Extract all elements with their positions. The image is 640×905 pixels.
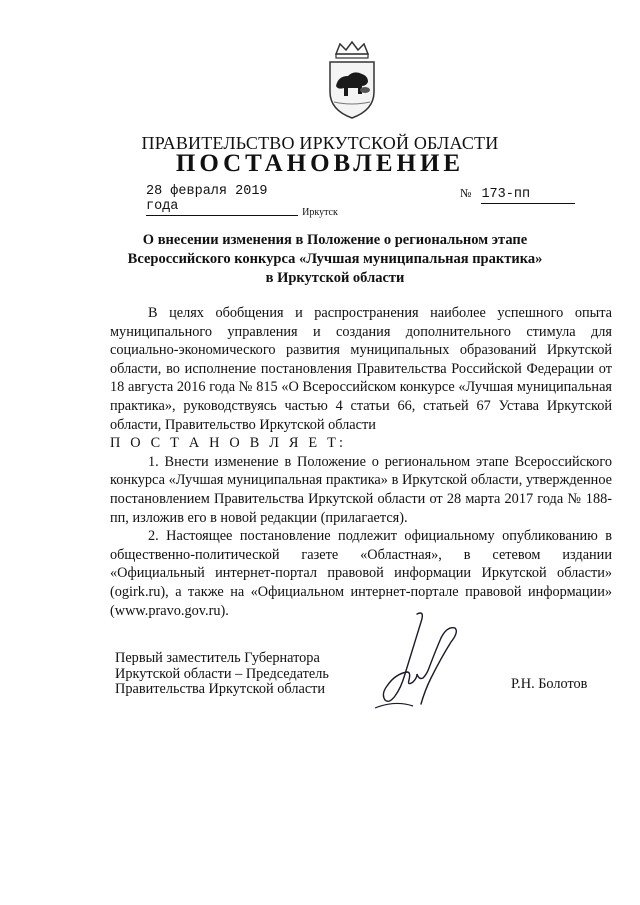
document-number [460, 186, 575, 204]
signee-name: Р.Н. Болотов [511, 676, 588, 692]
document-date: 28 февраля 2019 года [146, 184, 298, 216]
coat-of-arms-icon [322, 40, 382, 120]
heading-line: Всероссийского конкурса «Лучшая муниципальная практика» [127, 251, 543, 267]
heading-line: в Иркутской области [265, 270, 405, 286]
signer-position [115, 651, 375, 698]
decree-word: П О С Т А Н О В Л Я Е Т: [110, 435, 347, 452]
item-paragraph-2: 2. Настоящее постановление подлежит официальному опубликованию в общественно-политической газете «Областная», в сетевом издании «Официальный интернет-портал правовой информации Иркутской области» (ogirk.ru), а также на «Официальном интернет-портале правовой информации» (www.pravo.gov.ru). [110, 528, 612, 619]
handwritten-signature [355, 608, 465, 718]
document-heading [120, 231, 550, 288]
position-line: Правительства Иркутской области [115, 681, 326, 697]
number-sign: № [460, 186, 472, 200]
number-value: 173-пп [481, 187, 575, 204]
document-type: ПОСТАНОВЛЕНИЕ [175, 150, 465, 177]
preamble-paragraph: В целях обобщения и распространения наиболее успешного опыта муниципального управления и создания дополнительного стимула для социально-экономического развития муниципальных образований Иркутской области, во исполнение постановления Правительства Российской Федерации от 18 августа 2016 года № 815 «О Всероссийском конкурсе «Лучшая муниципальная практика», руководствуясь частью 4 статьи 66, статьей 67 Устава Иркутской области, Правительство Иркутской области [110, 305, 612, 433]
government-title: ПРАВИТЕЛЬСТВО ИРКУТСКОЙ ОБЛАСТИ [141, 133, 499, 153]
city-label: Иркутск [302, 207, 338, 218]
item-paragraph-1: 1. Внести изменение в Положение о региональном этапе Всероссийского конкурса «Лучшая муниципальная практика» в Иркутской области, утвержденное постановлением Правительства Иркутской области от 28 марта 2017 года № 188-пп, изложив его в новой редакции (прилагается). [110, 453, 612, 526]
document-body [110, 304, 612, 620]
position-line: Первый заместитель Губернатора [115, 650, 320, 666]
position-line: Иркутской области – Председатель [115, 665, 329, 682]
heading-line: О внесении изменения в Положение о региональном этапе [142, 232, 528, 248]
